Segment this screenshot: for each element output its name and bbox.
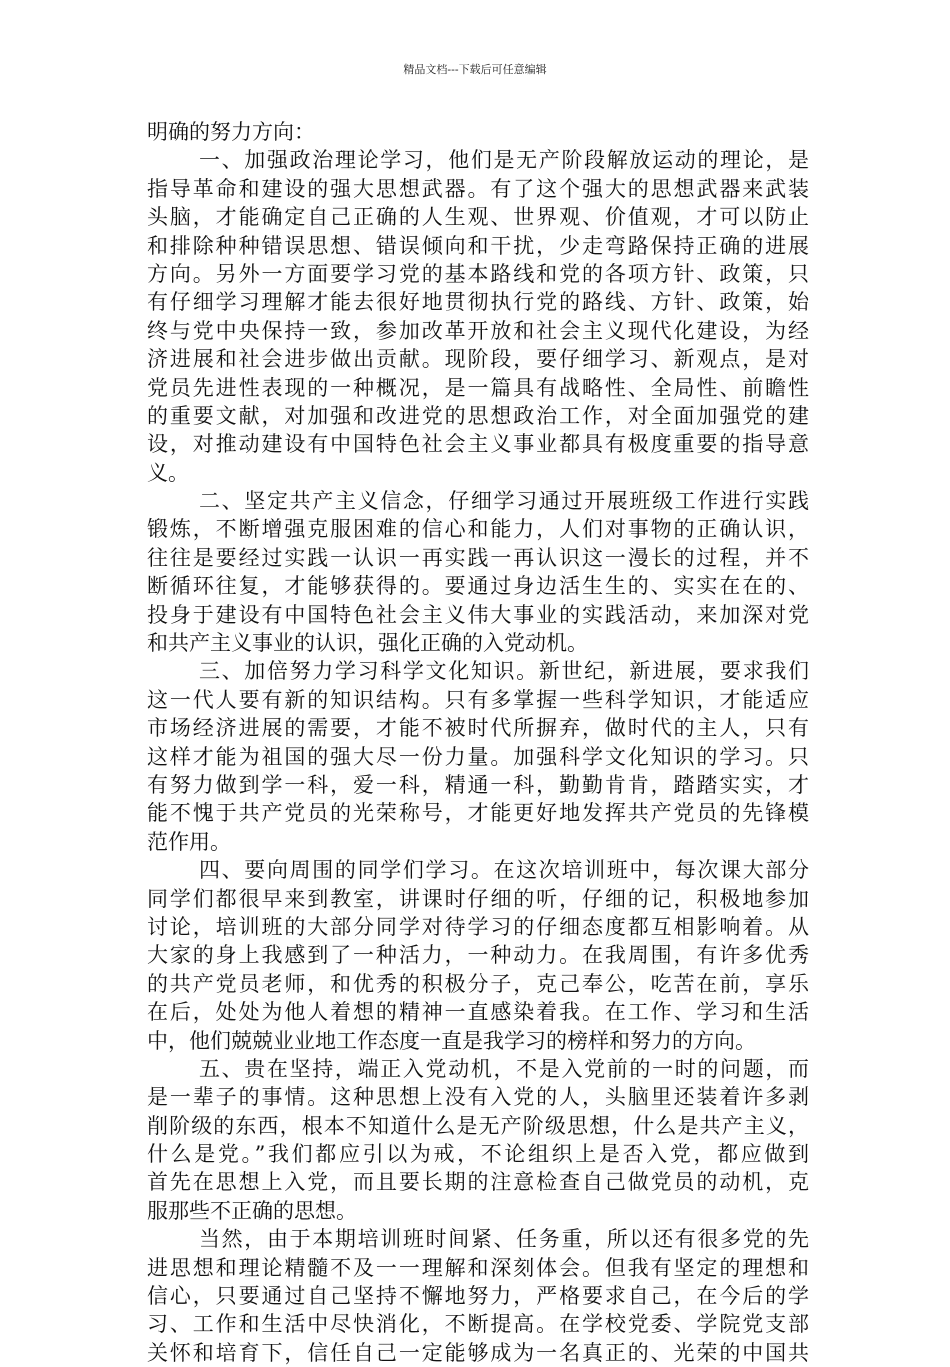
text-line: 四、要向周围的同学们学习。在这次培训班中，每次课大部分 [199,858,809,883]
text-line: 指导革命和建设的强大思想武器。有了这个强大的思想武器来武装 [147,176,809,201]
text-line: 信心，只要通过自己坚持不懈地努力，严格要求自己，在今后的学 [147,1284,809,1309]
text-line: 这样才能为祖国的强大尽一份力量。加强科学文化知识的学习。只 [147,744,809,769]
text-line: 往往是要经过实践一认识一再实践一再认识这一漫长的过程，并不 [147,545,809,570]
text-line: 方向。另外一方面要学习党的基本路线和党的各项方针、政策，只 [147,261,809,286]
paragraph [147,1055,809,1225]
text-line: 是一辈子的事情。这种思想上没有入党的人，头脑里还装着许多剥 [147,1085,809,1110]
paragraph [147,1225,809,1367]
text-line: 在后，处处为他人着想的精神一直感染着我。在工作、学习和生活 [147,1000,809,1025]
text-line: 锻炼，不断增强克服困难的信心和能力，人们对事物的正确认识， [147,517,809,542]
text-line: 市场经济进展的需要，才能不被时代所摒弃，做时代的主人，只有 [147,716,809,741]
text-line: 设，对推动建设有中国特色社会主义事业都具有极度重要的指导意 [147,432,809,457]
text-line: 首先在思想上入党，而且要长期的注意检查自己做党员的动机，克 [147,1170,809,1195]
paragraph [147,856,809,1055]
text-line: 头脑，才能确定自己正确的人生观、世界观、价值观，才可以防止 [147,205,809,230]
text-line: 讨论，培训班的大部分同学对待学习的仔细态度都互相影响着。从 [147,914,809,939]
text-line: 的共产党员老师，和优秀的积极分子，克己奉公，吃苦在前，享乐 [147,971,809,996]
text-line: 的重要文献，对加强和改进党的思想政治工作，对全面加强党的建 [147,403,809,428]
text-line: 大家的身上我感到了一种活力，一种动力。在我周围，有许多优秀 [147,943,809,968]
page-header: 精品文档---下载后可任意编辑 [403,63,547,76]
text-line: 范作用。 [147,829,231,854]
paragraph [147,118,809,146]
text-line: 党员先进性表现的一种概况，是一篇具有战略性、全局性、前瞻性 [147,375,809,400]
text-line: 这一代人要有新的知识结构。只有多掌握一些科学知识，才能适应 [147,687,809,712]
text-line: 济进展和社会进步做出贡献。现阶段，要仔细学习、新观点，是对 [147,347,809,372]
text-line: 有努力做到学一科，爱一科，精通一科，勤勤肯肯，踏踏实实，才 [147,772,809,797]
text-line: 终与党中央保持一致，参加改革开放和社会主义现代化建设，为经 [147,318,809,343]
text-line: 明确的努力方向： [147,120,315,144]
text-line: 二、坚定共产主义信念，仔细学习通过开展班级工作进行实践 [199,489,809,514]
text-line: 能不愧于共产党员的光荣称号，才能更好地发挥共产党员的先锋模 [147,801,809,826]
text-line: 五、贵在坚持，端正入党动机，不是入党前的一时的问题，而 [199,1056,809,1081]
text-line: 义。 [147,460,189,485]
text-line: 削阶级的东西，根本不知道什么是无产阶级思想，什么是共产主义， [147,1113,809,1138]
paragraph [147,146,809,487]
text-line: 进思想和理论精髓不及一一理解和深刻体会。但我有坚定的理想和 [147,1255,809,1280]
text-line: 中，他们兢兢业业地工作态度一直是我学习的榜样和努力的方向。 [147,1028,756,1053]
text-line: 断循环往复，才能够获得的。要通过身边活生生的、实实在在的、 [147,574,809,599]
text-line: 当然，由于本期培训班时间紧、任务重，所以还有很多党的先 [199,1227,809,1252]
text-line: 和共产主义事业的认识，强化正确的入党动机。 [147,631,588,656]
paragraph [147,657,809,856]
text-line: 同学们都很早来到教室，讲课时仔细的听，仔细的记，积极地参加 [147,886,809,911]
text-line: 和排除种种错误思想、错误倾向和干扰，少走弯路保持正确的进展 [147,233,809,258]
text-line: 习、工作和生活中尽快消化，不断提高。在学校党委、学院党支部 [147,1312,809,1337]
text-line: 有仔细学习理解才能去很好地贯彻执行党的路线、方针、政策，始 [147,290,809,315]
text-line: 一、加强政治理论学习，他们是无产阶段解放运动的理论，是 [199,148,809,173]
text-line: 什么是党。”我们都应引以为戒，不论组织上是否入党，都应做到 [147,1142,809,1167]
document-body [147,118,809,1367]
paragraph [147,487,809,657]
text-line: 关怀和培育下，信任自己一定能够成为一名真正的、光荣的中国共 [147,1340,809,1365]
text-line: 服那些不正确的思想。 [147,1198,357,1223]
text-line: 投身于建设有中国特色社会主义伟大事业的实践活动，来加深对党 [147,602,809,627]
text-line: 三、加倍努力学习科学文化知识。新世纪，新进展，要求我们 [199,659,809,684]
